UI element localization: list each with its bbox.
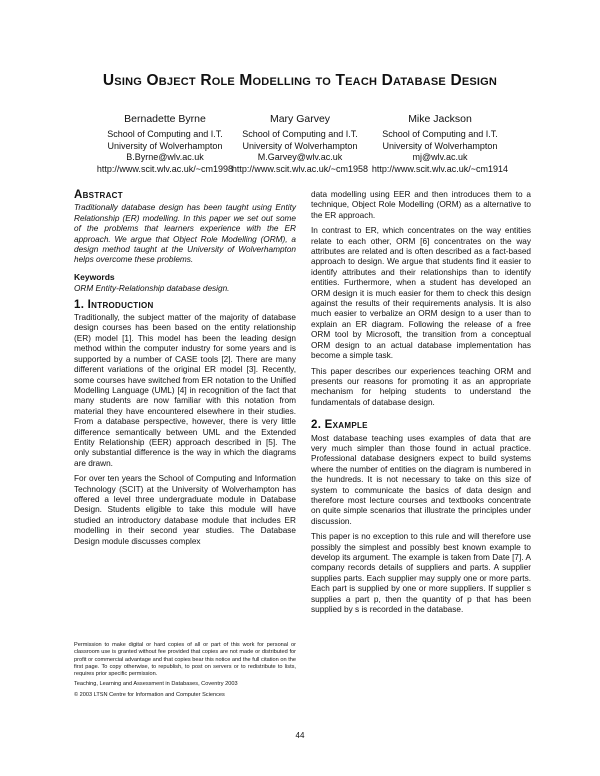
example-heading: 2. Example: [311, 419, 368, 432]
paragraph: In contrast to ER, which concentrates on the way entities relate to each other, ORM [6] concentrates on the way attributes are related and is often described as a fact-based approach to design. We argue that students find it easier to identify attributes and their relationships than to identify entities. Furthermore, when a student has developed an ORM design it is much easier for them to check this design against the results of their requirements analysis. It is also much easier to verbalize an ORM design to a user than to explain an ER diagram. Following the release of a free ORM tool by Microsoft, the transition from a conceptual ORM design to an actual database implementation has become a simple task.: [311, 226, 531, 361]
page-number: 44: [295, 731, 305, 740]
paper-title: Using Object Role Modelling to Teach Database Design: [102, 72, 498, 89]
keywords-text: ORM Entity-Relationship database design.: [74, 284, 230, 294]
paragraph: data modelling using EER and then introduces them to a technique, Object Role Modelling (ORM) as a alternative to the ER approach.: [311, 190, 531, 220]
author-university: University of Wolverhampton: [382, 140, 498, 151]
author-name: Bernadette Byrne: [124, 113, 206, 125]
venue-text: Teaching, Learning and Assessment in Databases, Coventry 2003: [74, 681, 238, 688]
introduction-heading: 1. Introduction: [74, 298, 154, 311]
author-name: Mike Jackson: [408, 113, 472, 125]
paragraph: This paper describes our experiences teaching ORM and presents our reasons for promoting it as an appropriate mechanism for helping students to understand the fundamentals of database design.: [311, 366, 531, 407]
keywords-heading: Keywords: [74, 271, 115, 282]
author-email: M.Garvey@wlv.ac.uk: [257, 152, 343, 163]
author-affiliation: School of Computing and I.T.: [382, 129, 498, 140]
author-university: University of Wolverhampton: [242, 140, 358, 151]
paragraph: For over ten years the School of Computing and Information Technology (SCIT) at the University of Wolverhampton has offered a level three undergraduate module in Database Design. Students eligible to take this module will have studied an introductory database module that includes ER modelling in their second year studies. The Database Design module discusses complex: [74, 474, 296, 546]
copyright-text: © 2003 LTSN Centre for Information and Computer Sciences: [74, 691, 225, 698]
permission-notice: [74, 642, 296, 702]
author-affiliation: School of Computing and I.T.: [242, 129, 358, 140]
right-column: [311, 190, 531, 620]
author-affiliation: School of Computing and I.T.: [107, 129, 223, 140]
author-name: Mary Garvey: [269, 113, 331, 125]
author-url: http://www.scit.wlv.ac.uk/~cm1998: [96, 163, 234, 174]
author-url: http://www.scit.wlv.ac.uk/~cm1914: [371, 163, 509, 174]
author-university: University of Wolverhampton: [107, 140, 223, 151]
abstract-text: Traditionally database design has been taught using Entity Relationship (ER) modelling. In this paper we set out some of the problems that learners experience with the ER approach. We argue that Object Role Modelling (ORM), a design method taught at the University of Wolverhampton helps overcome these problems.: [74, 203, 296, 265]
author-block: [350, 114, 530, 175]
paragraph: Traditionally, the subject matter of the majority of database design courses has been based on the entity relationship (ER) model [1]. This model has been the leading design method within the computer industry for some years and is supported by a number of CASE tools [2]. There are many different variations of the original ER model [3]. Recently, some courses have switched from ER notation to the Unified Modelling Language (UML) [4] in recognition of the fact that many students are now familiar with this notation from material they have encountered elsewhere in their studies. From a database perspective, however, there is very little difference semantically between UML and the Extended Entity Relationship (EER) approach described in [5]. The only substantial difference is the way in which the diagrams are drawn.: [74, 313, 296, 468]
left-column: [74, 190, 296, 552]
abstract-heading: Abstract: [74, 189, 123, 201]
permission-text: Permission to make digital or hard copies of all or part of this work for personal or classroom use is granted without fee provided that copies are not made or distributed for profit or commercial advantage and that copies bear this notice and the full citation on the first page. To copy otherwise, to republish, to post on servers or to redistribute to lists, requires prior specific permission.: [74, 642, 296, 678]
paragraph: This paper is no exception to this rule and will therefore use possibly the simplest and possibly best known example to develop its argument. The example is taken from Date [7]. A company records details of suppliers and parts. A supplier supplies parts. Each supplier may supply one or more parts. Each part is supplied by one or more suppliers. If supplier s supplies a part p, then the quantity of p that has been supplied by s is recorded in the database.: [311, 532, 531, 615]
author-email: mj@wlv.ac.uk: [412, 152, 468, 163]
paragraph: Most database teaching uses examples of data that are very much simpler than those found in actual practice. Professional database designers expect to build systems where the number of entities on the diagram is numbered in the hundreds. It is not necessary to take on this size of system to communicate the basics of data design and therefore most lecture courses and textbooks concentrate on quite simple scenarios that illustrate the principles under discussion.: [311, 433, 531, 526]
author-url: http://www.scit.wlv.ac.uk/~cm1958: [231, 163, 369, 174]
author-email: B.Byrne@wlv.ac.uk: [126, 152, 204, 163]
